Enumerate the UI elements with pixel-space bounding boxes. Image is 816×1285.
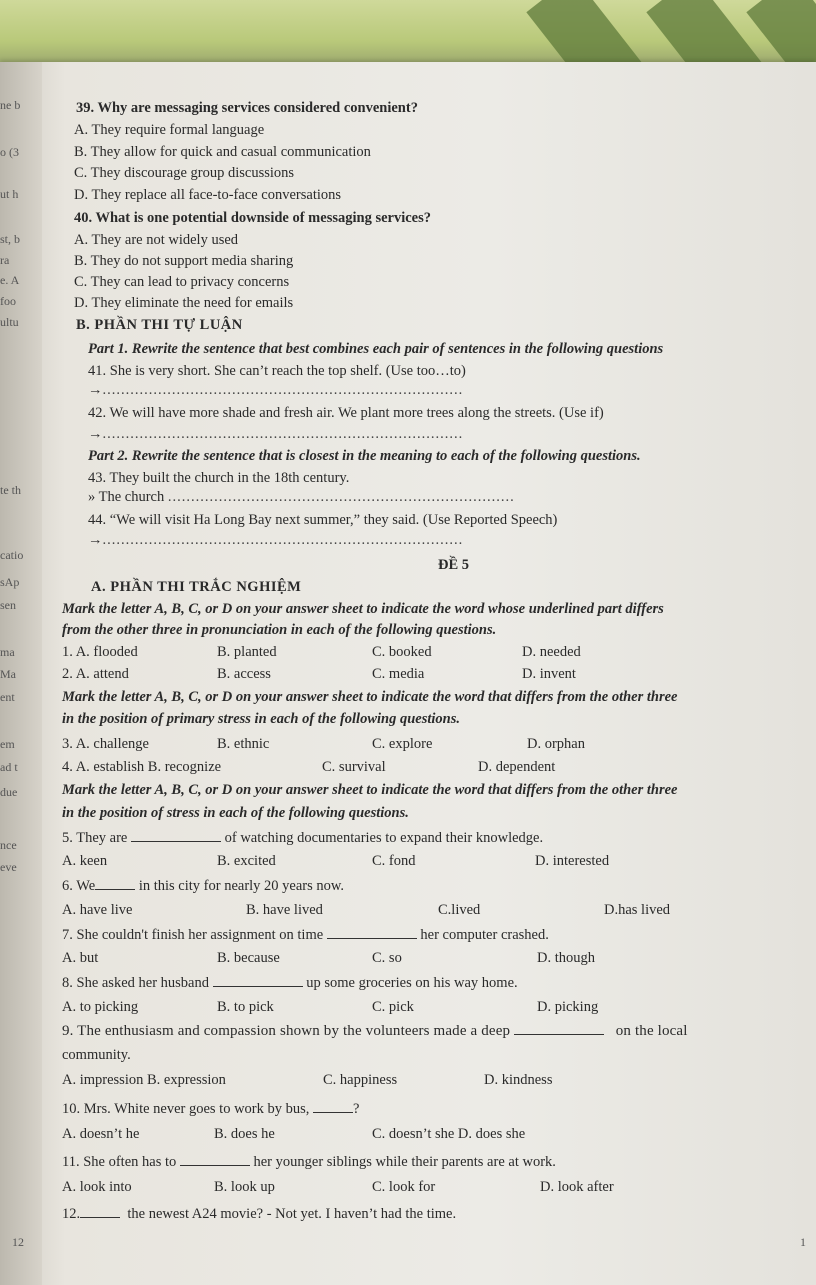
q40-option-a[interactable]: A. They are not widely used <box>74 232 239 248</box>
q6-stem: 6. We in this city for nearly 20 years now. <box>62 878 345 894</box>
q41-answer-line[interactable]: →.............................................................................. <box>88 382 464 398</box>
left-fragment: te th <box>0 483 21 497</box>
left-fragment: ra <box>0 253 10 267</box>
q2-option-b[interactable]: B. access <box>217 666 271 682</box>
q7-option-a[interactable]: A. but <box>62 950 99 966</box>
q39-option-d[interactable]: D. They replace all face-to-face conversations <box>74 187 342 203</box>
q11-stem: 11. She often has to her younger siblings while their parents are at work. <box>62 1154 556 1170</box>
q39-option-b[interactable]: B. They allow for quick and casual communication <box>74 144 371 160</box>
q6-blank[interactable] <box>95 877 135 890</box>
q9-stem-cont: community. <box>62 1047 131 1063</box>
q40-option-c[interactable]: C. They can lead to privacy concerns <box>74 274 290 290</box>
q40-stem: 40. What is one potential downside of messaging services? <box>74 210 432 226</box>
q7-blank[interactable] <box>327 926 417 939</box>
part2-title: Part 2. Rewrite the sentence that is closest in the meaning to each of the following questions. <box>88 448 641 464</box>
q7-option-c[interactable]: C. so <box>372 950 402 966</box>
q9-option-d[interactable]: D. kindness <box>484 1072 553 1088</box>
section-b-heading: B. PHẦN THI TỰ LUẬN <box>76 317 243 333</box>
q11-option-d[interactable]: D. look after <box>540 1179 614 1195</box>
q12-stem: 12. the newest A24 movie? - Not yet. I haven’t had the time. <box>62 1206 457 1222</box>
q3-option-a[interactable]: 3. A. challenge <box>62 736 149 752</box>
q9-options-ab[interactable]: A. impression B. expression <box>62 1072 226 1088</box>
q10-option-a[interactable]: A. doesn’t he <box>62 1126 140 1142</box>
left-fragment: due <box>0 785 18 799</box>
left-fragment: st, b <box>0 232 21 246</box>
q11-option-a[interactable]: A. look into <box>62 1179 132 1195</box>
q5-blank[interactable] <box>131 829 221 842</box>
left-fragment: nce <box>0 838 17 852</box>
q10-options-cd[interactable]: C. doesn’t she D. does she <box>372 1126 526 1142</box>
page-mark-left: 12 <box>12 1235 24 1249</box>
q1-option-b[interactable]: B. planted <box>217 644 277 660</box>
q42-text: 42. We will have more shade and fresh air. We plant more trees along the streets. (Use if) <box>88 405 604 421</box>
q4-option-d[interactable]: D. dependent <box>478 759 556 775</box>
q5-stem: 5. They are of watching documentaries to expand their knowledge. <box>62 830 544 846</box>
left-fragment: foo <box>0 294 16 308</box>
q8-option-a[interactable]: A. to picking <box>62 999 139 1015</box>
q43-text: 43. They built the church in the 18th century. <box>88 470 350 486</box>
q8-option-c[interactable]: C. pick <box>372 999 414 1015</box>
left-fragment: Ma <box>0 667 16 681</box>
left-fragment: ma <box>0 645 15 659</box>
q7-option-b[interactable]: B. because <box>217 950 280 966</box>
q41-text: 41. She is very short. She can’t reach the top shelf. (Use too…to) <box>88 363 466 379</box>
q5-option-b[interactable]: B. excited <box>217 853 276 869</box>
q9-blank[interactable] <box>514 1022 604 1035</box>
q5-option-a[interactable]: A. keen <box>62 853 108 869</box>
q2-option-c[interactable]: C. media <box>372 666 425 682</box>
q9-stem: 9. The enthusiasm and compassion shown by the volunteers made a deep on the local <box>62 1023 688 1039</box>
q3-option-b[interactable]: B. ethnic <box>217 736 270 752</box>
q5-option-d[interactable]: D. interested <box>535 853 610 869</box>
q2-option-d[interactable]: D. invent <box>522 666 576 682</box>
q11-blank[interactable] <box>180 1153 250 1166</box>
left-fragment: eve <box>0 860 17 874</box>
q44-text: 44. “We will visit Ha Long Bay next summer,” they said. (Use Reported Speech) <box>88 512 558 528</box>
q40-option-b[interactable]: B. They do not support media sharing <box>74 253 294 269</box>
q6-option-c[interactable]: C.lived <box>438 902 481 918</box>
q43-answer-line[interactable]: » The church ........................................................................... <box>88 489 515 505</box>
q10-blank[interactable] <box>313 1100 353 1113</box>
instruction-stress-2: in the position of primary stress in each of the following questions. <box>62 711 460 727</box>
section-a-heading: A. PHẦN THI TRẮC NGHIỆM <box>91 579 302 595</box>
q7-stem: 7. She couldn't finish her assignment on time her computer crashed. <box>62 927 549 943</box>
q7-option-d[interactable]: D. though <box>537 950 595 966</box>
q6-option-a[interactable]: A. have live <box>62 902 133 918</box>
q8-stem: 8. She asked her husband up some groceries on his way home. <box>62 975 518 991</box>
q44-answer-line[interactable]: →.............................................................................. <box>88 532 464 548</box>
q42-answer-line[interactable]: →.............................................................................. <box>88 426 464 442</box>
q4-option-c[interactable]: C. survival <box>322 759 386 775</box>
q39-option-a[interactable]: A. They require formal language <box>74 122 265 138</box>
instruction-stress-3: Mark the letter A, B, C, or D on your answer sheet to indicate the word that differs from the other three <box>62 782 678 798</box>
q8-blank[interactable] <box>213 974 303 987</box>
left-fragment: em <box>0 737 15 751</box>
q5-option-c[interactable]: C. fond <box>372 853 416 869</box>
left-fragment: ultu <box>0 315 19 329</box>
q39-stem: 39. Why are messaging services considered convenient? <box>76 100 418 116</box>
q11-option-c[interactable]: C. look for <box>372 1179 436 1195</box>
left-fragment: o (3 <box>0 145 19 159</box>
q4-options-ab[interactable]: 4. A. establish B. recognize <box>62 759 222 775</box>
left-fragment: catio <box>0 548 24 562</box>
q10-option-b[interactable]: B. does he <box>214 1126 275 1142</box>
left-fragment: ent <box>0 690 15 704</box>
q6-option-d[interactable]: D.has lived <box>604 902 671 918</box>
instruction-stress-4: in the position of stress in each of the following questions. <box>62 805 409 821</box>
q9-option-c[interactable]: C. happiness <box>323 1072 398 1088</box>
q10-stem: 10. Mrs. White never goes to work by bus, ? <box>62 1101 360 1117</box>
q39-option-c[interactable]: C. They discourage group discussions <box>74 165 295 181</box>
instruction-pronunciation-1: Mark the letter A, B, C, or D on your answer sheet to indicate the word whose underlined part differs <box>62 601 664 617</box>
left-fragment: e. A <box>0 273 20 287</box>
left-fragment: ad t <box>0 760 18 774</box>
left-fragment: ut h <box>0 187 19 201</box>
q6-option-b[interactable]: B. have lived <box>246 902 323 918</box>
left-fragment: ne b <box>0 98 21 112</box>
exam-title: ĐỀ 5 <box>438 557 470 573</box>
q2-option-a[interactable]: 2. A. attend <box>62 666 129 682</box>
q40-option-d[interactable]: D. They eliminate the need for emails <box>74 295 294 311</box>
q3-option-c[interactable]: C. explore <box>372 736 433 752</box>
left-fragment: sAp <box>0 575 20 589</box>
q8-option-d[interactable]: D. picking <box>537 999 599 1015</box>
q11-option-b[interactable]: B. look up <box>214 1179 275 1195</box>
q1-option-a[interactable]: 1. A. flooded <box>62 644 138 660</box>
part1-title: Part 1. Rewrite the sentence that best combines each pair of sentences in the following questions <box>88 341 664 357</box>
instruction-pronunciation-2: from the other three in pronunciation in each of the following questions. <box>62 622 497 638</box>
q12-blank[interactable] <box>80 1205 120 1218</box>
q1-option-d[interactable]: D. needed <box>522 644 581 660</box>
q3-option-d[interactable]: D. orphan <box>527 736 585 752</box>
q1-option-c[interactable]: C. booked <box>372 644 432 660</box>
page-mark-right: 1 <box>800 1235 806 1249</box>
left-fragment: sen <box>0 598 16 612</box>
instruction-stress-1: Mark the letter A, B, C, or D on your answer sheet to indicate the word that differs from the other three <box>62 689 678 705</box>
q8-option-b[interactable]: B. to pick <box>217 999 274 1015</box>
